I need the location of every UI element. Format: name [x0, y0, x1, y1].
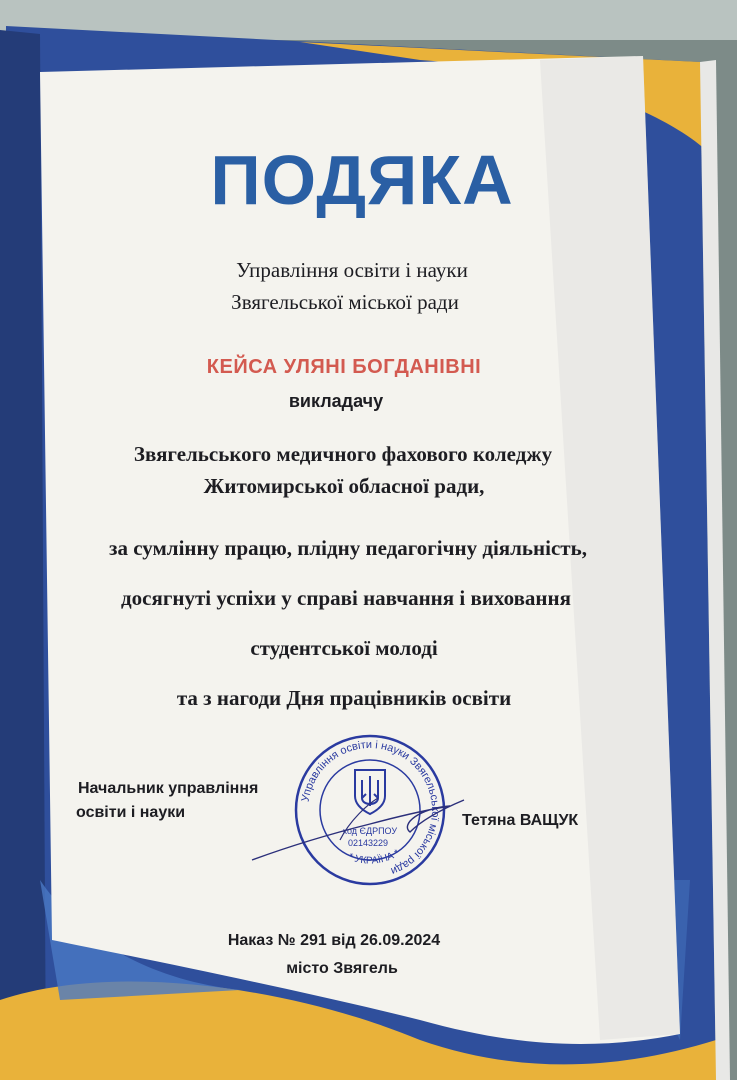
reason-line-4: та з нагоди Дня працівників освіти	[176, 686, 512, 710]
page-title: ПОДЯКА	[210, 141, 514, 219]
signatory-title-line-2: освіти і науки	[76, 804, 186, 821]
issuer-line-2: Звягельської міської ради	[231, 290, 459, 314]
recipient-name: КЕЙСА УЛЯНІ БОГДАНІВНІ	[206, 356, 482, 378]
institution-line-2: Житомирської обласної ради,	[203, 474, 485, 498]
issuer-line-1: Управління освіти і науки	[236, 258, 468, 282]
institution-line-1: Звягельського медичного фахового коледжу	[133, 442, 553, 466]
order-number: Наказ № 291 від 26.09.2024	[227, 932, 441, 949]
reason-line-2: досягнуті успіхи у справі навчання і виховання	[121, 586, 571, 610]
city: місто Звягель	[286, 960, 398, 977]
reason-line-3: студентської молоді	[250, 636, 438, 660]
signatory-name: Тетяна ВАЩУК	[462, 812, 579, 829]
recipient-position: викладачу	[288, 391, 384, 411]
signature-scribble	[250, 780, 470, 870]
signatory-title-line-1: Начальник управління	[78, 780, 259, 797]
reason-line-1: за сумлінну працю, плідну педагогічну діяльність,	[109, 536, 587, 560]
stamp-code-label: код ЄДРПОУ	[342, 826, 398, 836]
stamp-code: 02143229	[347, 838, 389, 848]
stamp-ring-text: Управління освіти і науки Звягельської міської ради	[299, 738, 442, 878]
stamp-bottom-text: * УКРАЇНА *	[346, 847, 402, 867]
